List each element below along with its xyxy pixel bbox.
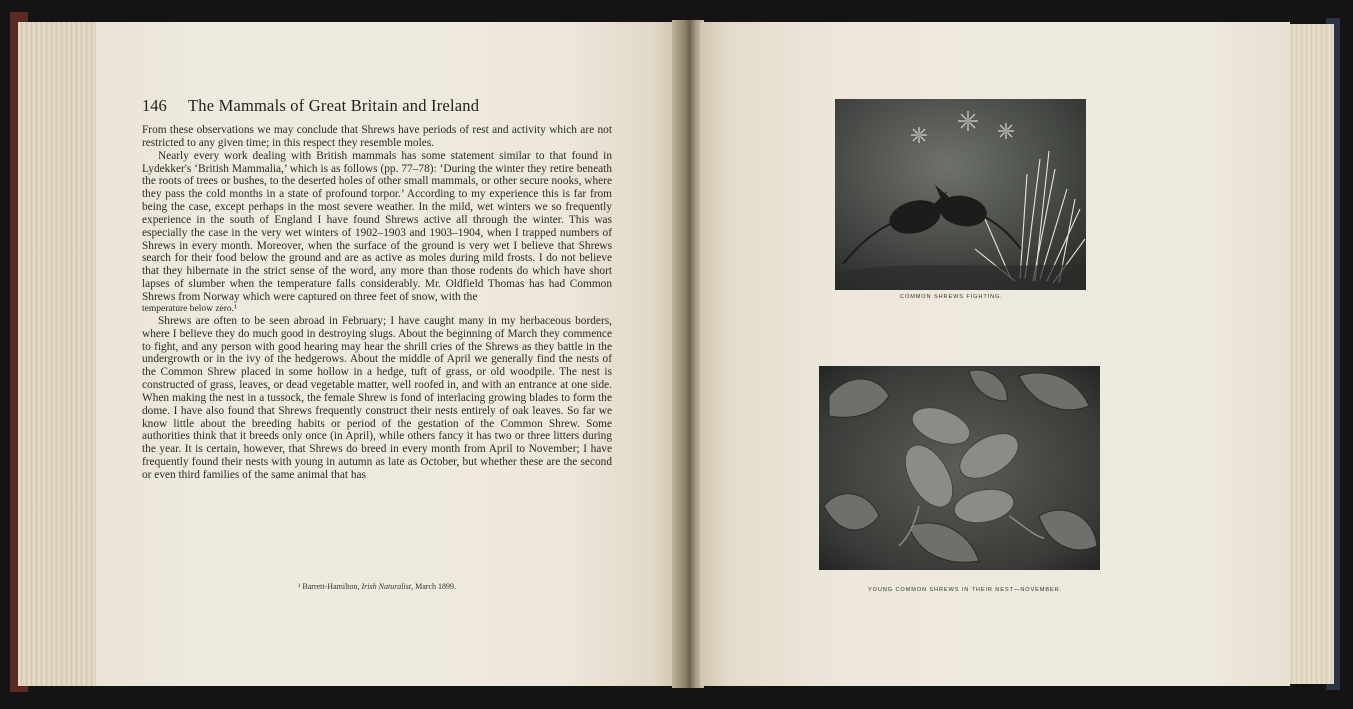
page-number: 146 xyxy=(142,96,167,115)
plate-shrews-fighting xyxy=(835,99,1086,290)
footnote-date: March 1899. xyxy=(415,582,456,591)
shrews-fighting-illustration xyxy=(835,99,1086,290)
footnote xyxy=(142,582,612,591)
shrews-nest-photograph xyxy=(819,366,1100,570)
plate-caption-2: YOUNG COMMON SHREWS IN THEIR NEST—NOVEMBER. xyxy=(868,587,1062,593)
paragraph-2-end: temperature below zero.¹ xyxy=(142,303,237,314)
paragraph-1: From these observations we may conclude that Shrews have periods of rest and activity which are not restricted to any given time; in this respect they resemble moles. xyxy=(142,124,612,149)
paragraph-3: Shrews are often to be seen abroad in February; I have caught many in my herbaceous borders, where I believe they do much good in destroying slugs. About the beginning of March they commence to fight, and any person with good hearing may hear the shrill cries of the Shrews as they battle in the undergrowth or in the ivy of the hedgerows. About the middle of April we generally find the nests of the Common Shrew placed in some hollow in a hedge, tuft of grass, or old woodpile. The nest is constructed of grass, leaves, or dead vegetable matter, well roofed in, and with an entrance at one side. When making the nest in a tussock, the female Shrew is fond of interlacing growing blades to form the dome. I have also found that Shrews frequently construct their nests entirely of oak leaves. So far we know little about the breeding habits or period of the gestation of the Common Shrew. Some authorities think that it breeds only once (in April), while others fancy it has two or three litters during the year. It is certain, however, that Shrews do breed in every month from April to November; I have frequently found their nests with young in autumn as late as October, but whether these are the second or even third families of the same animal that has xyxy=(142,314,612,481)
paragraph-2: Nearly every work dealing with British mammals has some statement similar to that found in Lydekker's ‘British Mammalia,’ which is as follows (pp. 77–78): ‘During the winter they retire beneath the roots of trees or bushes, to the deserted holes of other small mammals, or other secure nooks, where they pass the cold months in a state of profound torpor.’ According to my experience this is far from being the case, except perhaps in the most severe weather. In the mild, wet winters we so frequently experience in the south of England I have found Shrews active all through the winter. This was especially the case in the very wet winters of 1902–1903 and 1903–1904, when I trapped numbers of Shrews in every month. Moreover, when the surface of the ground is very wet I believe that Shrews search for their food below the ground and are as active as moles during mild frosts. I do not believe that they hibernate in the strict sense of the word, any more than those rodents do which have short lapses of slumber when the temperature falls considerably. Mr. Oldfield Thomas has had Common Shrews from Norway which were captured on three feet of snow, with the xyxy=(142,149,612,303)
plate-shrews-nest xyxy=(819,366,1100,570)
plate-caption-1: COMMON SHREWS FIGHTING. xyxy=(900,294,1003,300)
page-edges-right xyxy=(1288,24,1334,684)
body-text xyxy=(142,124,612,482)
footnote-author: ¹ Barrett-Hamilton, xyxy=(298,582,360,591)
page-edges-left xyxy=(18,22,98,686)
footnote-journal: Irish Naturalist, xyxy=(361,582,414,591)
running-title: The Mammals of Great Britain and Ireland xyxy=(188,96,480,115)
